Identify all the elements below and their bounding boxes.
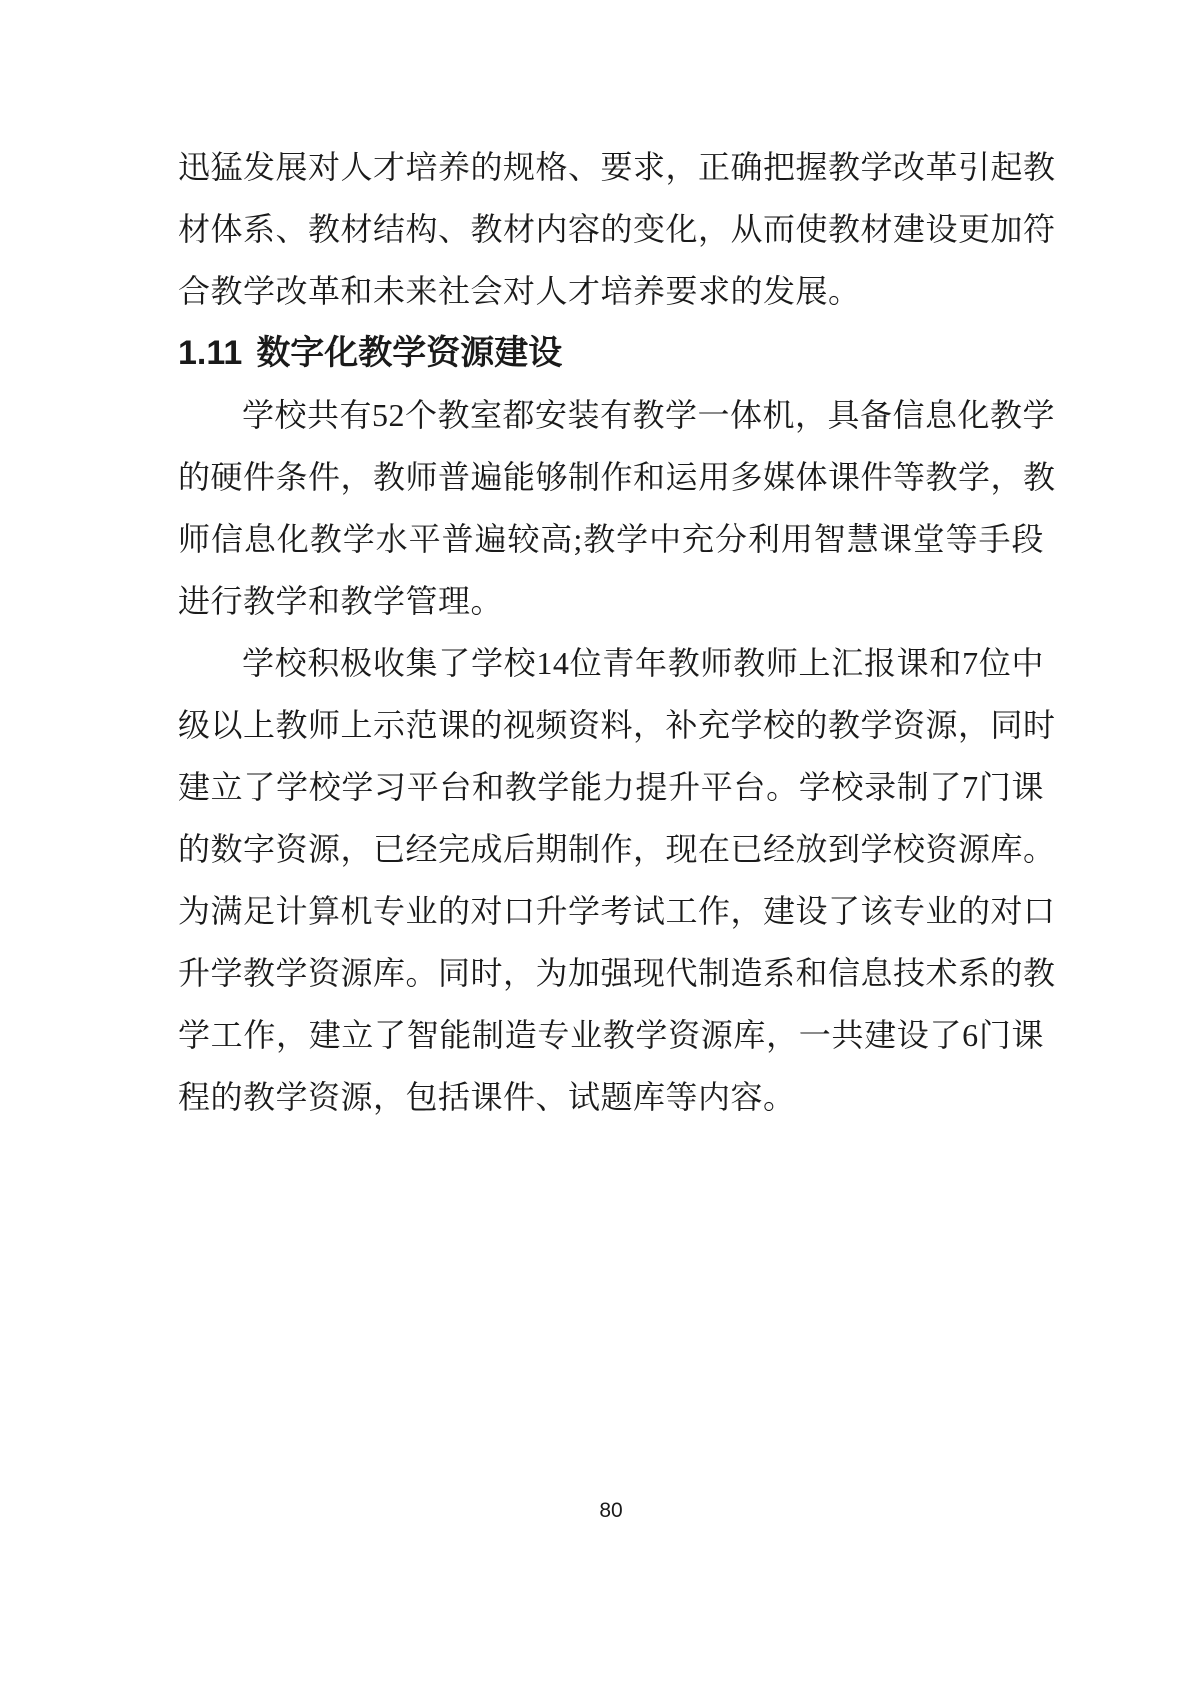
text-line: 材体系、教材结构、教材内容的变化，从而使教材建设更加符 [178, 211, 1056, 247]
text-line: 学校共有52个教室都安装有教学一体机，具备信息化教学 [242, 397, 1056, 433]
text-line: 程的教学资源，包括课件、试题库等内容。 [178, 1079, 796, 1115]
text-line: 的数字资源，已经完成后期制作，现在已经放到学校资源库。 [178, 831, 1056, 867]
text-line: 进行教学和教学管理。 [178, 583, 504, 619]
text-line: 学校积极收集了学校14位青年教师教师上汇报课和7位中 [242, 645, 1044, 681]
paragraph [178, 384, 1056, 632]
paragraph [178, 632, 1056, 1128]
text-line: 级以上教师上示范课的视频资料，补充学校的教学资源，同时 [178, 707, 1056, 743]
section-heading-title: 数字化教学资源建设 [256, 334, 563, 372]
section-heading-number: 1.11 [178, 334, 243, 372]
page-number: 80 [599, 1499, 623, 1522]
text-line: 迅猛发展对人才培养的规格、要求，正确把握教学改革引起教 [178, 149, 1056, 185]
section-heading [178, 322, 1044, 384]
text-line: 升学教学资源库。同时，为加强现代制造系和信息技术系的教 [178, 955, 1056, 991]
text-line: 建立了学校学习平台和教学能力提升平台。学校录制了7门课 [178, 769, 1044, 805]
text-line: 的硬件条件，教师普遍能够制作和运用多媒体课件等教学，教 [178, 459, 1056, 495]
text-line: 学工作，建立了智能制造专业教学资源库，一共建设了6门课 [178, 1017, 1044, 1053]
text-line: 师信息化教学水平普遍较高;教学中充分利用智慧课堂等手段 [178, 521, 1044, 557]
paragraph [178, 136, 1056, 322]
text-line: 为满足计算机专业的对口升学考试工作，建设了该专业的对口 [178, 893, 1056, 929]
document-body [178, 136, 1056, 1128]
text-line: 合教学改革和未来社会对人才培养要求的发展。 [178, 273, 861, 309]
